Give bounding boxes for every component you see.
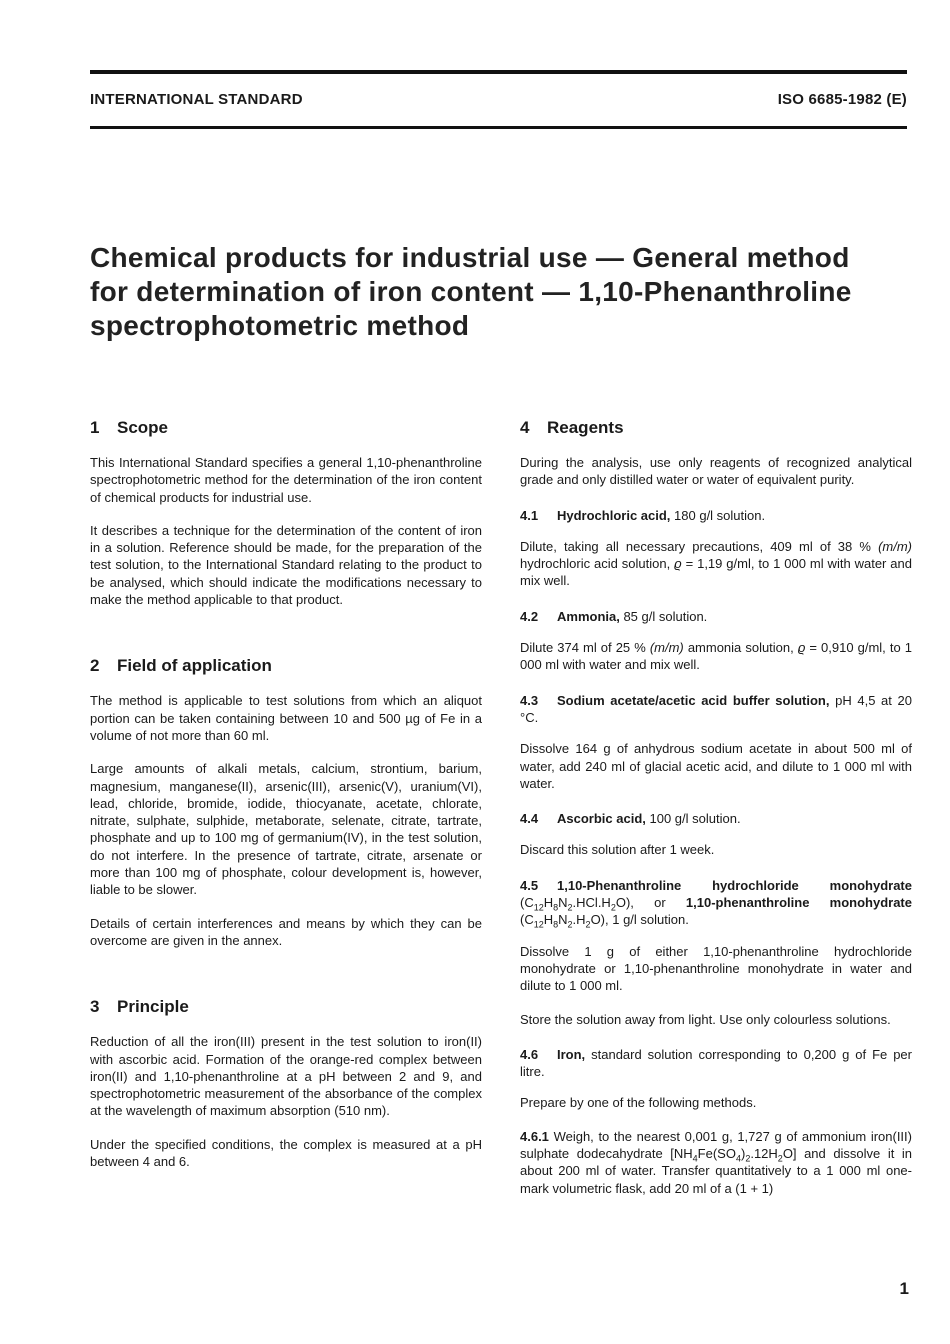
section-heading-scope [90, 416, 482, 440]
scope-paragraph-1: This International Standard specifies a general 1,10-phenanthroline spectrophotometric method for the determination of the iron content of chemical products for industrial use. [90, 455, 482, 505]
reagent-name: Sodium acetate/acetic acid buffer solution, [557, 692, 830, 708]
formula-part: .HCl.H [572, 895, 611, 911]
subscript: 12 [533, 902, 544, 913]
reagent-4-5-heading [520, 877, 912, 929]
formula-part: H [543, 912, 554, 928]
reagent-spec: 85 g/l solution. [619, 608, 708, 624]
subscript: 2 [585, 919, 591, 930]
section-number: 1 [90, 418, 100, 437]
field-paragraph-1: The method is applicable to test solutions from which an aliquot portion can be taken containing between 10 and 500 µg of Fe in a volume of not more than 60 ml. [90, 693, 482, 743]
reagent-spec: 100 g/l solution. [645, 811, 741, 827]
header-top-rule [90, 70, 907, 74]
reagent-4-5-body-1: Dissolve 1 g of either 1,10-phenanthroline hydrochloride monohydrate or 1,10-phenanthroline monohydrate in water and dilute to 1 000 ml. [520, 943, 912, 994]
reagent-name: Ascorbic acid, [557, 811, 646, 827]
clause-number: 4.6.1 [520, 1128, 549, 1144]
reagents-intro: During the analysis, use only reagents of recognized analytical grade and only distilled water or water of equivalent purity. [520, 455, 912, 488]
text-run: = 0,910 g/ml, to 1 000 ml with water and mix well. [520, 640, 912, 673]
section-title: Scope [117, 418, 169, 437]
formula-part: (C [520, 895, 534, 911]
title-line-1: Chemical products for industrial use — General method [90, 242, 850, 273]
text-run: Weigh, to the nearest 0,001 g, 1,727 g of ammonium iron(III) sulphate dodecahydrate [NH [520, 1128, 912, 1162]
formula-part: (C [520, 912, 534, 928]
reagent-name: 1,10-phenanthroline monohydrate [685, 895, 912, 911]
formula-part: N [558, 895, 568, 911]
text-run: O] and dissolve it in about 200 ml of water. Transfer quantitatively to a 1 000 ml one-mark volumetric flask, add 20 ml of a (1 + 1) [520, 1146, 912, 1196]
clause-number: 4.6 [520, 1046, 539, 1062]
reagent-spec: standard solution corresponding to 0,200 g of Fe per litre. [520, 1046, 912, 1080]
subscript: 4 [692, 1153, 698, 1164]
clause-number: 4.3 [520, 692, 539, 708]
field-paragraph-3: Details of certain interferences and means by which they can be overcome are given in the annex. [90, 915, 482, 948]
text-run: = 1,19 g/ml, to 1 000 ml with water and mix well. [520, 556, 912, 589]
reagent-name: Ammonia, [557, 608, 620, 624]
subscript: 8 [553, 902, 559, 913]
reagent-4-6-body: Prepare by one of the following methods. [520, 1095, 757, 1111]
subscript: 12 [533, 919, 544, 930]
reagent-spec: 180 g/l solution. [670, 507, 766, 523]
subscript: 4 [735, 1153, 741, 1164]
section-number: 3 [90, 997, 100, 1017]
subscript: 2 [567, 919, 573, 930]
formula-part: H [543, 895, 554, 911]
page-number: 1 [899, 1279, 909, 1298]
reagent-4-3-heading [520, 692, 912, 727]
left-column [90, 416, 482, 1170]
standard-number: ISO 6685-1982 (E) [777, 91, 907, 108]
text-run: Fe(SO [697, 1146, 736, 1162]
reagent-spec: pH 4,5 at 20 °C. [520, 692, 912, 725]
clause-4-6-1 [520, 1128, 912, 1197]
text-run: hydrochloric acid solution, [520, 556, 675, 572]
reagent-4-1-body [520, 538, 912, 590]
text-run: Dilute 374 ml of 25 % [520, 640, 650, 656]
clause-number: 4.2 [520, 608, 539, 624]
document-title [90, 241, 910, 343]
section-title: Reagents [547, 418, 624, 437]
text-run: ) [740, 1146, 746, 1162]
reagent-name: 1,10-Phenanthroline hydrochloride monohydrate [557, 877, 912, 893]
clause-number: 4.1 [520, 507, 539, 523]
formula-part: O), 1 g/l solution. [590, 912, 689, 928]
text-run: Dilute, taking all necessary precautions, 409 ml of 38 % [520, 538, 879, 554]
clause-number: 4.4 [520, 811, 539, 827]
subscript: 8 [553, 919, 559, 930]
formula-part: N [558, 912, 568, 928]
text-run: (m/m) [649, 640, 684, 656]
right-column [520, 416, 912, 1197]
density-symbol: ϱ [674, 556, 682, 572]
subscript: 2 [610, 902, 616, 913]
reagent-name: Iron, [557, 1046, 586, 1062]
reagent-4-4-body: Discard this solution after 1 week. [520, 842, 715, 858]
text-run: .12H [750, 1146, 778, 1162]
section-title: Field of application [117, 656, 272, 676]
reagent-4-6-heading [520, 1046, 912, 1081]
title-line-2: for determination of iron content — 1,10-Phenanthroline [90, 276, 852, 307]
header-bottom-rule [90, 126, 907, 129]
reagent-4-4-heading [520, 810, 912, 827]
document-type: INTERNATIONAL STANDARD [90, 91, 303, 108]
section-title: Principle [117, 997, 189, 1017]
subscript: 2 [777, 1153, 783, 1164]
reagent-4-5-body-2: Store the solution away from light. Use only colourless solutions. [520, 1011, 891, 1027]
reagent-name: Hydrochloric acid, [557, 507, 671, 523]
field-paragraph-2: Large amounts of alkali metals, calcium, strontium, barium, magnesium, manganese(II), arsenic(III), arsenic(V), uranium(VI), lead, chloride, bromide, iodide, thiocyanate, acetate, chlorate, nitrate, sulphate, sulphide, metaborate, selenate, citrate, tartrate, phosphate and up to 100 mg of germanium(IV), in the test solution, do not interfere. In the presence of tartrate, citrate, arsenate or more than 100 mg of phosphate, colour development is, however, liable to be slower. [90, 761, 482, 898]
section-heading-reagents [520, 416, 912, 440]
section-heading-principle [90, 995, 482, 1019]
principle-paragraph-2: Under the specified conditions, the complex is measured at a pH between 4 and 6. [90, 1136, 482, 1170]
section-number: 2 [90, 656, 100, 676]
clause-number: 4.5 [520, 877, 539, 893]
principle-paragraph-1: Reduction of all the iron(III) present in the test solution to iron(II) with ascorbic acid. Formation of the orange-red complex between iron(II) and 1,10-phenanthroline at a pH between 2 and 9, and spectrophotometric measurement of the absorbance of the complex at the wavelength of maximum absorption (510 nm). [90, 1034, 482, 1119]
reagent-4-3-body: Dissolve 164 g of anhydrous sodium acetate in about 500 ml of water, add 240 ml of glacial acetic acid, and dilute to 1 000 ml with water. [520, 741, 912, 791]
density-symbol: ϱ [797, 640, 806, 656]
section-number: 4 [520, 418, 530, 437]
reagent-4-1-heading [520, 507, 912, 524]
formula-part: O), or [615, 895, 686, 911]
reagent-4-2-body [520, 639, 912, 674]
text-run: (m/m) [878, 538, 912, 554]
subscript: 2 [745, 1153, 751, 1164]
formula-part: .H [572, 912, 586, 928]
reagent-4-2-heading [520, 608, 912, 625]
text-run: ammonia solution, [683, 640, 798, 656]
scope-paragraph-2: It describes a technique for the determination of the content of iron in a solution. Reference should be made, for the preparation of the test solution, to the International Standard relating to the product to be analysed, which should indicate the modifications necessary to make the method applicable to that product. [90, 522, 482, 608]
subscript: 2 [567, 902, 573, 913]
section-heading-field-of-application [90, 654, 482, 678]
title-line-3: spectrophotometric method [90, 310, 470, 341]
